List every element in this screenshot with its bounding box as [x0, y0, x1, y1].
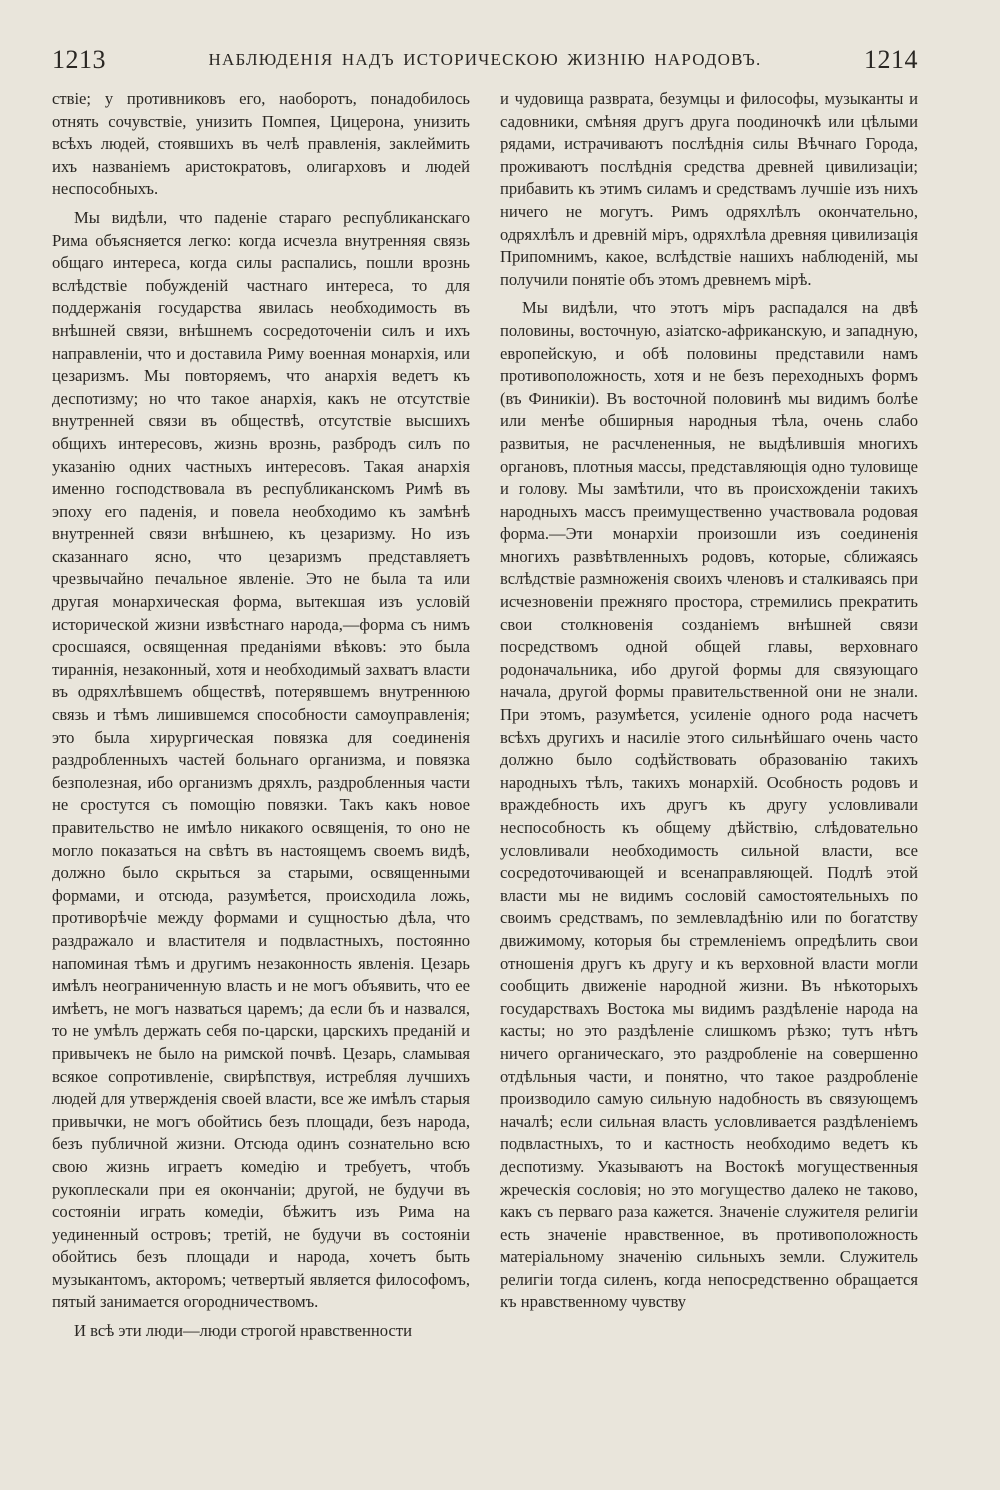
paragraph: Мы видѣли, что этотъ міръ распадался на двѣ половины, восточную, азіатско-африканскую, и западную, европейскую, и обѣ половины представили намъ противоположность, хотя и не безъ переходныхъ формъ (въ Финикіи). Въ восточной половинѣ мы видимъ болѣе или менѣе обширныя народныя тѣла, очень слабо развитыя, не расчлененныя, не выдѣлившія многихъ органовъ, плотныя массы, представляющія одно туловище и голову. Мы замѣтили, что въ происхожденіи такихъ народныхъ массъ преимущественно участвовала родовая форма.—Эти монархіи произошли изъ соединенія многихъ развѣтвленныхъ родовъ, которые, сближаясь вслѣдствіе размноженія своихъ членовъ и сталкиваясь при исчезновеніи прежняго простора, стремились прекратить свои столкновенія созданіемъ внѣшней связи посредствомъ одной общей главы, верховнаго родоначальника, ибо другой формы для связующаго начала, другой формы правительственной они не знали. При этомъ, разумѣется, усиленіе одного рода насчетъ всѣхъ другихъ и насиліе этого сильнѣйшаго очень часто должно было содѣйствовать образованію такихъ народныхъ тѣлъ, такихъ монархій. Особность родовъ и враждебность ихъ другъ къ другу условливали неспособность къ общему дѣйствію, слѣдовательно условливали необходимость сильной власти, все сосредоточивающей и всенаправляющей. Подлѣ этой власти мы не видимъ сословій самостоятельныхъ по своимъ средствамъ, по землевладѣнію или по богатству движимому, которыя бы стремленіемъ опредѣлить свои отношенія другъ къ другу и къ верховной власти могли сообщить движеніе народной жизни. Въ нѣкоторыхъ государствахъ Востока мы видимъ раздѣленіе народа на касты; но это раздѣленіе слишкомъ рѣзко; тутъ нѣтъ ничего органическаго, это раздробленіе на совершенно отдѣльныя части, и понятно, что такое раздробленіе производило самую сильную надобность въ связующемъ началѣ; если сильная власть условливается раздѣленіемъ подвластныхъ, то и кастность необходимо ведетъ къ деспотизму. Указываютъ на Востокѣ могущественныя жреческія сословія; но это могущество далеко не таково, какъ съ перваго раза кажется. Значеніе служителя религіи есть значеніе нравственное, въ противоположность матеріальному значенію сильныхъ земли. Служитель религіи тогда силенъ, когда непосредственно обращается къ нравственному чувству: [500, 298, 918, 1312]
right-column: [500, 88, 918, 1468]
paragraph: И всѣ эти люди—люди строгой нравственности: [74, 1321, 412, 1341]
running-title: НАБЛЮДЕНІЯ НАДЪ ИСТОРИЧЕСКОЮ ЖИЗНІЮ НАРОДОВЪ.: [208, 50, 762, 69]
page-header: [52, 40, 918, 80]
paragraph: Мы видѣли, что паденіе стараго республиканскаго Рима объясняется легко: когда исчезла внутренняя связь общаго интереса, когда силы распались, пошли врознь вслѣдствіе побужденій частнаго интереса, то для поддержанія государства явилась необходимость въ внѣшней связи, внѣшнемъ сосредоточеніи силъ и ихъ направленіи, что и доставила Риму военная монархія, или цезаризмъ. Мы повторяемъ, что анархія ведетъ къ деспотизму; но что такое анархія, какъ не отсутствіе внутренней связи въ обществѣ, отсутствіе высшихъ общихъ интересовъ, жизнь врознь, разбродъ силъ по указанію одних частныхъ интересовъ. Такая анархія именно господствовала въ республиканскомъ Римѣ въ эпоху его паденія, и повела необходимо къ замѣнѣ внутренней связи внѣшнею, къ цезаризму. Но изъ сказаннаго ясно, что цезаризмъ представляетъ чрезвычайно печальное явленіе. Это не была та или другая монархическая форма, вытекшая изъ условій исторической жизни извѣстнаго народа,—форма съ нимъ сросшаяся, освященная преданіями вѣковъ: это была тираннія, незаконный, хотя и необходимый захватъ власти въ одряхлѣвшемъ обществѣ, потерявшемъ внутреннюю связь и тѣмъ лишившемся способности самоуправленія; это была хирургическая повязка для соединенія раздробленныхъ частей больнаго организма, и повязка безполезная, ибо организмъ дряхлъ, раздробленныя части не сростутся съ помощію повязки. Такъ какъ новое правительство не имѣло никакого освященія, то оно не могло показаться на свѣтъ въ настоящемъ своемъ видѣ, должно было скрыться за старыми, освященными формами, и отсюда, разумѣется, происходила ложь, противорѣчіе между формами и сущностью дѣла, что раздражало и властителя и подвластныхъ, постоянно напоминая тѣмъ и другимъ незаконность явленія. Цезарь имѣлъ неограниченную власть и не могъ объявить, что ее имѣетъ, не могъ назваться царемъ; да если бъ и назвался, то не умѣлъ держать себя по-царски, царскихъ преданій и привычекъ не было на римской почвѣ. Цезарь, сламывая всякое сопротивленіе, свирѣпствуя, истребляя лучшихъ людей для утвержденія своей власти, все же имѣлъ старыя привычки, не могъ обойтись безъ площади, безъ народа, безъ публичной жизни. Отсюда одинъ сознательно всю свою жизнь играетъ комедію и требуетъ, чтобъ рукоплескали при ея окончаніи; другой, не будучи въ состояніи играть комедіи, бѣжитъ изъ Рима на уединенный островъ; третій, не будучи въ состояніи обойтись безъ площади и народа, хочетъ быть музыкантомъ, акторомъ; четвертый является философомъ, пятый занимается огородничествомъ.: [52, 207, 470, 1312]
paragraph: ствіе; у противниковъ его, наоборотъ, понадобилось отнять сочувствіе, унизить Помпея, Цицерона, унизить всѣхъ людей, стоявшихъ въ челѣ правленія, заклеймить ихъ названіемъ аристократовъ, олигарховъ и людей неспособныхъ.: [52, 89, 470, 199]
paragraph: и чудовища разврата, безумцы и философы, музыканты и садовники, смѣняя другъ друга поодиночкѣ или цѣлыми рядами, истрачиваютъ послѣднія силы Вѣчнаго Города, проживаютъ послѣднія средства древней цивилизаціи; прибавить къ этимъ силамъ и средствамъ лучшіе изъ нихъ ничего не могутъ. Римъ одряхлѣлъ окончательно, одряхлѣлъ и древній міръ, одряхлѣла древняя цивилизація Припомнимъ, какое, вслѣдствіе нашихъ наблюденій, мы получили понятіе объ этомъ древнемъ мірѣ.: [500, 89, 918, 289]
page-number-left: 1213: [52, 45, 106, 74]
left-column: [52, 88, 470, 1468]
page-number-right: 1214: [863, 45, 918, 74]
